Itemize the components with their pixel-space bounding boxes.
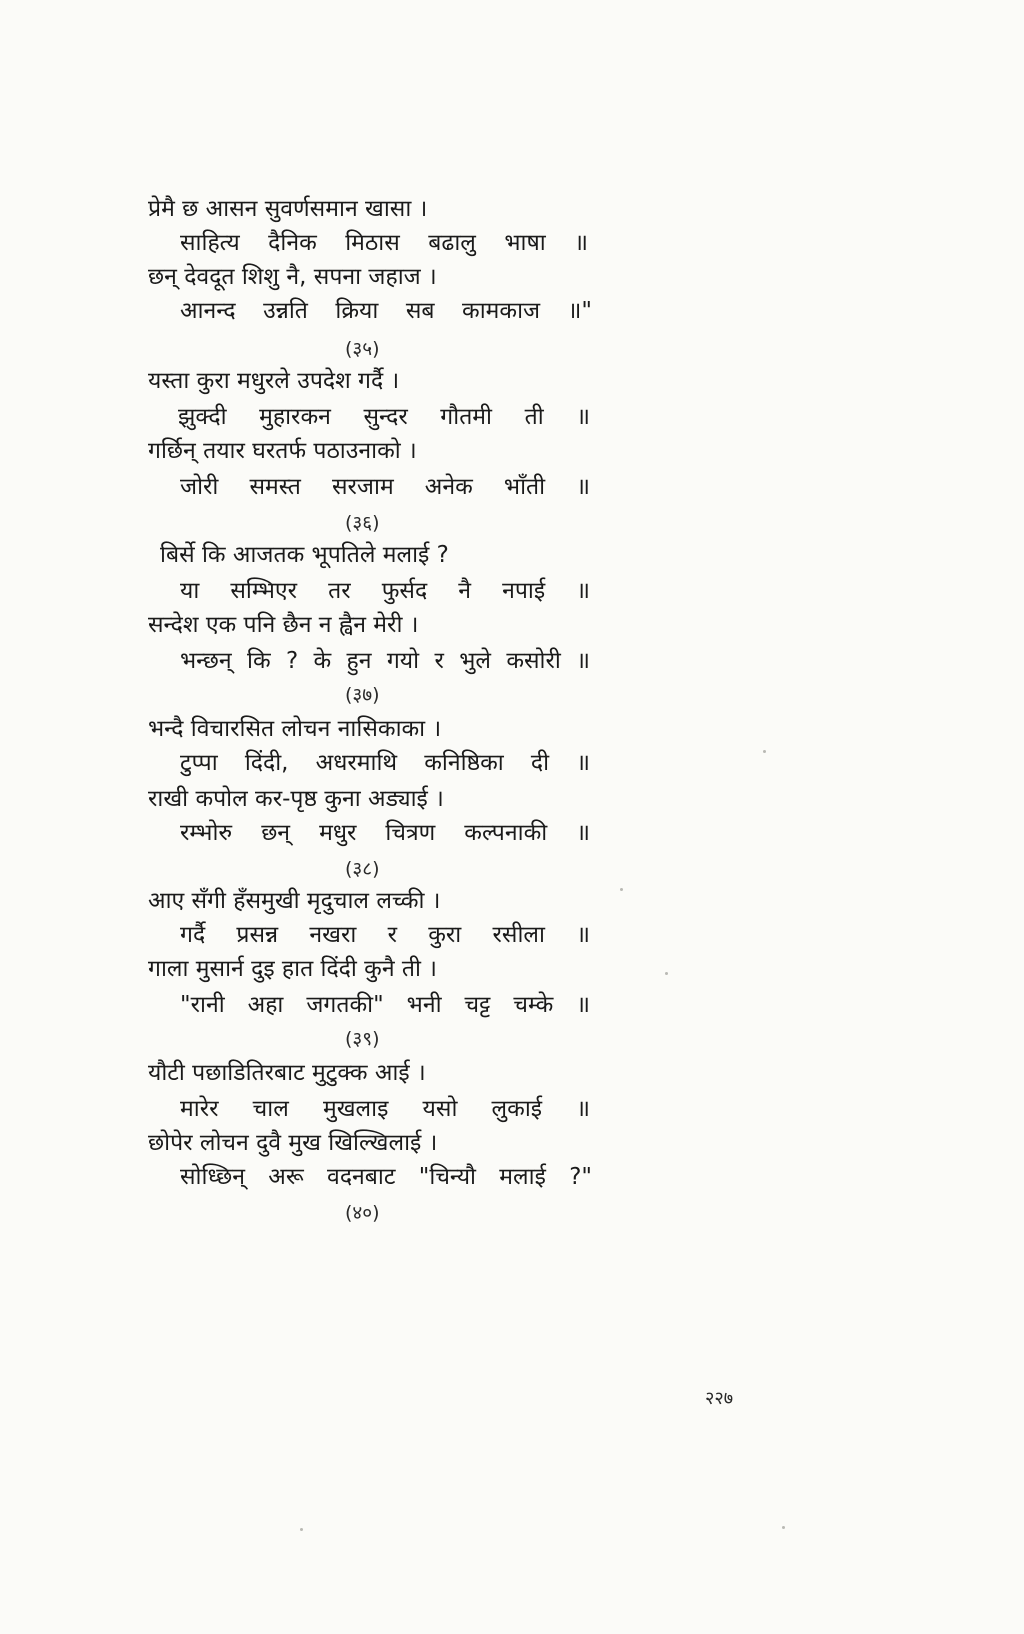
scan-speck bbox=[620, 888, 623, 891]
verse-line: यौटी पछाडितिरबाट मुटुक्क आई । bbox=[148, 1060, 426, 1086]
verse-line: छन् देवदूत शिशु नै, सपना जहाज । bbox=[148, 264, 437, 290]
scan-speck bbox=[763, 750, 766, 753]
page-number: २२७ bbox=[705, 1388, 734, 1409]
verse-line: बिर्से कि आजतक भूपतिले मलाई ? bbox=[160, 542, 449, 568]
verse-number: (३८) bbox=[345, 858, 380, 880]
verse-line: साहित्य दैनिक मिठास बढालु भाषा ॥ bbox=[180, 230, 588, 256]
verse-line: सन्देश एक पनि छैन न ह्वैन मेरी । bbox=[148, 612, 419, 638]
verse-number: (३६) bbox=[345, 512, 380, 534]
verse-line: "रानी अहा जगतकी" भनी चट्ट चम्के ॥ bbox=[180, 992, 590, 1018]
verse-number: (३९) bbox=[345, 1028, 380, 1050]
verse-line: आए सँगी हँसमुखी मृदुचाल लच्की । bbox=[148, 888, 441, 914]
verse-number: (४०) bbox=[345, 1202, 380, 1224]
verse-line: गाला मुसार्न दुइ हात दिंदी कुनै ती । bbox=[148, 956, 437, 982]
verse-line: झुक्दी मुहारकन सुन्दर गौतमी ती ॥ bbox=[178, 404, 590, 430]
verse-line: भन्दै विचारसित लोचन नासिकाका । bbox=[148, 716, 442, 742]
scan-speck bbox=[300, 1528, 303, 1531]
verse-line: मारेर चाल मुखलाइ यसो लुकाई ॥ bbox=[180, 1096, 590, 1122]
verse-line: सोध्छिन् अरू वदनबाट "चिन्यौ मलाई ?" bbox=[180, 1164, 592, 1190]
verse-number: (३५) bbox=[345, 338, 380, 360]
verse-line: गर्छिन् तयार घरतर्फ पठाउनाको । bbox=[148, 438, 417, 464]
scan-speck bbox=[665, 972, 668, 975]
verse-line: टुप्पा दिंदी, अधरमाथि कनिष्ठिका दी ॥ bbox=[180, 750, 590, 776]
verse-line: छोपेर लोचन दुवै मुख खिल्खिलाई । bbox=[148, 1130, 438, 1156]
verse-line: आनन्द उन्नति क्रिया सब कामकाज ॥" bbox=[180, 298, 592, 324]
verse-line: राखी कपोल कर-पृष्ठ कुना अड्याई । bbox=[148, 786, 444, 812]
verse-number: (३७) bbox=[345, 684, 380, 706]
verse-line: भन्छन् कि ? के हुन गयो र भुले कसोरी ॥ bbox=[180, 648, 590, 674]
verse-line: या सम्भिएर तर फुर्सद नै नपाई ॥ bbox=[180, 578, 590, 604]
verse-line: गर्दै प्रसन्न नखरा र कुरा रसीला ॥ bbox=[180, 922, 590, 948]
scan-speck bbox=[782, 1526, 785, 1529]
verse-line: जोरी समस्त सरजाम अनेक भाँती ॥ bbox=[180, 474, 590, 500]
verse-line: रम्भोरु छन् मधुर चित्रण कल्पनाकी ॥ bbox=[180, 820, 590, 846]
verse-line: यस्ता कुरा मधुरले उपदेश गर्दै । bbox=[148, 368, 400, 394]
verse-line: प्रेमै छ आसन सुवर्णसमान खासा । bbox=[148, 196, 428, 222]
